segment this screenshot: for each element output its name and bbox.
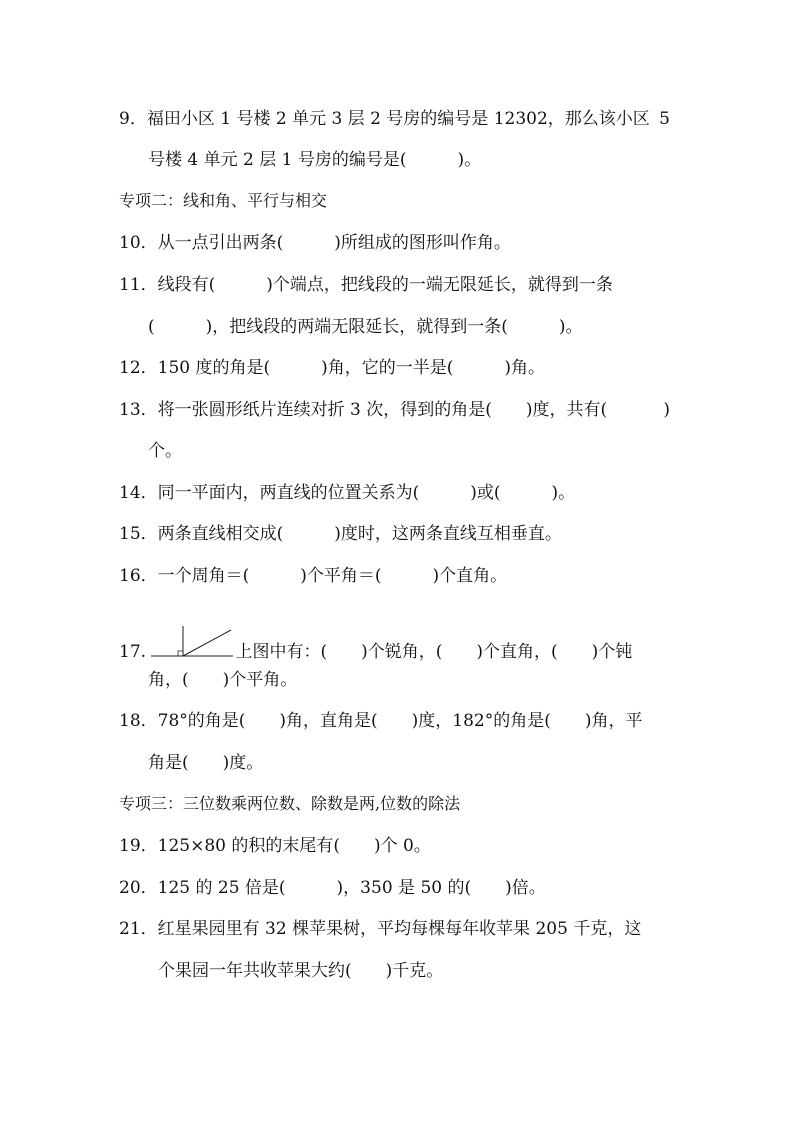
question-11-line-2: ( )，把线段的两端无限延长，就得到一条( )。 — [148, 317, 583, 337]
question-9-line-1 — [119, 107, 670, 131]
question-17-number: 17. — [119, 642, 147, 662]
question-9-text: 9．福田小区 1 号楼 2 单元 3 层 2 号房的编号是 12302，那么该小区 — [119, 109, 650, 129]
question-19: 19．125×80 的积的末尾有( )个 0。 — [119, 836, 431, 856]
question-15: 15．两条直线相交成( )度时，这两条直线互相垂直。 — [119, 524, 562, 544]
section-3-heading: 专项三：三位数乘两位数、除数是两,位数的除法 — [119, 794, 461, 813]
question-9-line-2: 号楼 4 单元 2 层 1 号房的编号是( )。 — [148, 150, 482, 170]
question-17-text: 上图中有：( )个锐角，( )个直角，( )个钝 — [235, 642, 633, 662]
angle-diagram — [151, 624, 235, 664]
question-11-line-1: 11．线段有( )个端点，把线段的一端无限延长，就得到一条 — [119, 275, 613, 295]
question-18-line-1: 18．78°的角是( )角，直角是( )度，182°的角是( )角，平 — [119, 711, 643, 731]
question-18-line-2: 角是( )度。 — [148, 753, 264, 773]
question-13-text-end: ) — [663, 400, 670, 420]
oblique-ray — [183, 630, 231, 656]
angle-figure — [151, 624, 233, 664]
question-13-line-2: 个。 — [148, 441, 182, 461]
question-21-line-1: 21．红星果园里有 32 棵苹果树，平均每棵每年收苹果 205 千克，这 — [119, 919, 642, 939]
question-10: 10．从一点引出两条( )所组成的图形叫作角。 — [119, 233, 511, 253]
question-21-line-2: 个果园一年共收苹果大约( )千克。 — [158, 961, 444, 981]
question-20: 20．125 的 25 倍是( )，350 是 50 的( )倍。 — [119, 878, 546, 898]
question-12: 12．150 度的角是( )角，它的一半是( )角。 — [119, 358, 546, 378]
right-angle-mark — [178, 651, 183, 656]
question-14: 14．同一平面内，两直线的位置关系为( )或( )。 — [119, 483, 576, 503]
question-17-line-1 — [119, 624, 632, 664]
question-13-line-1 — [119, 398, 670, 422]
question-17-line-2: 角，( )个平角。 — [148, 670, 298, 690]
question-13-text: 13．将一张圆形纸片连续对折 3 次，得到的角是( )度，共有( — [119, 400, 608, 420]
question-16: 16．一个周角＝( )个平角＝( )个直角。 — [119, 566, 508, 586]
question-9-text-end: 5 — [659, 109, 670, 129]
section-2-heading: 专项二：线和角、平行与相交 — [119, 191, 328, 210]
